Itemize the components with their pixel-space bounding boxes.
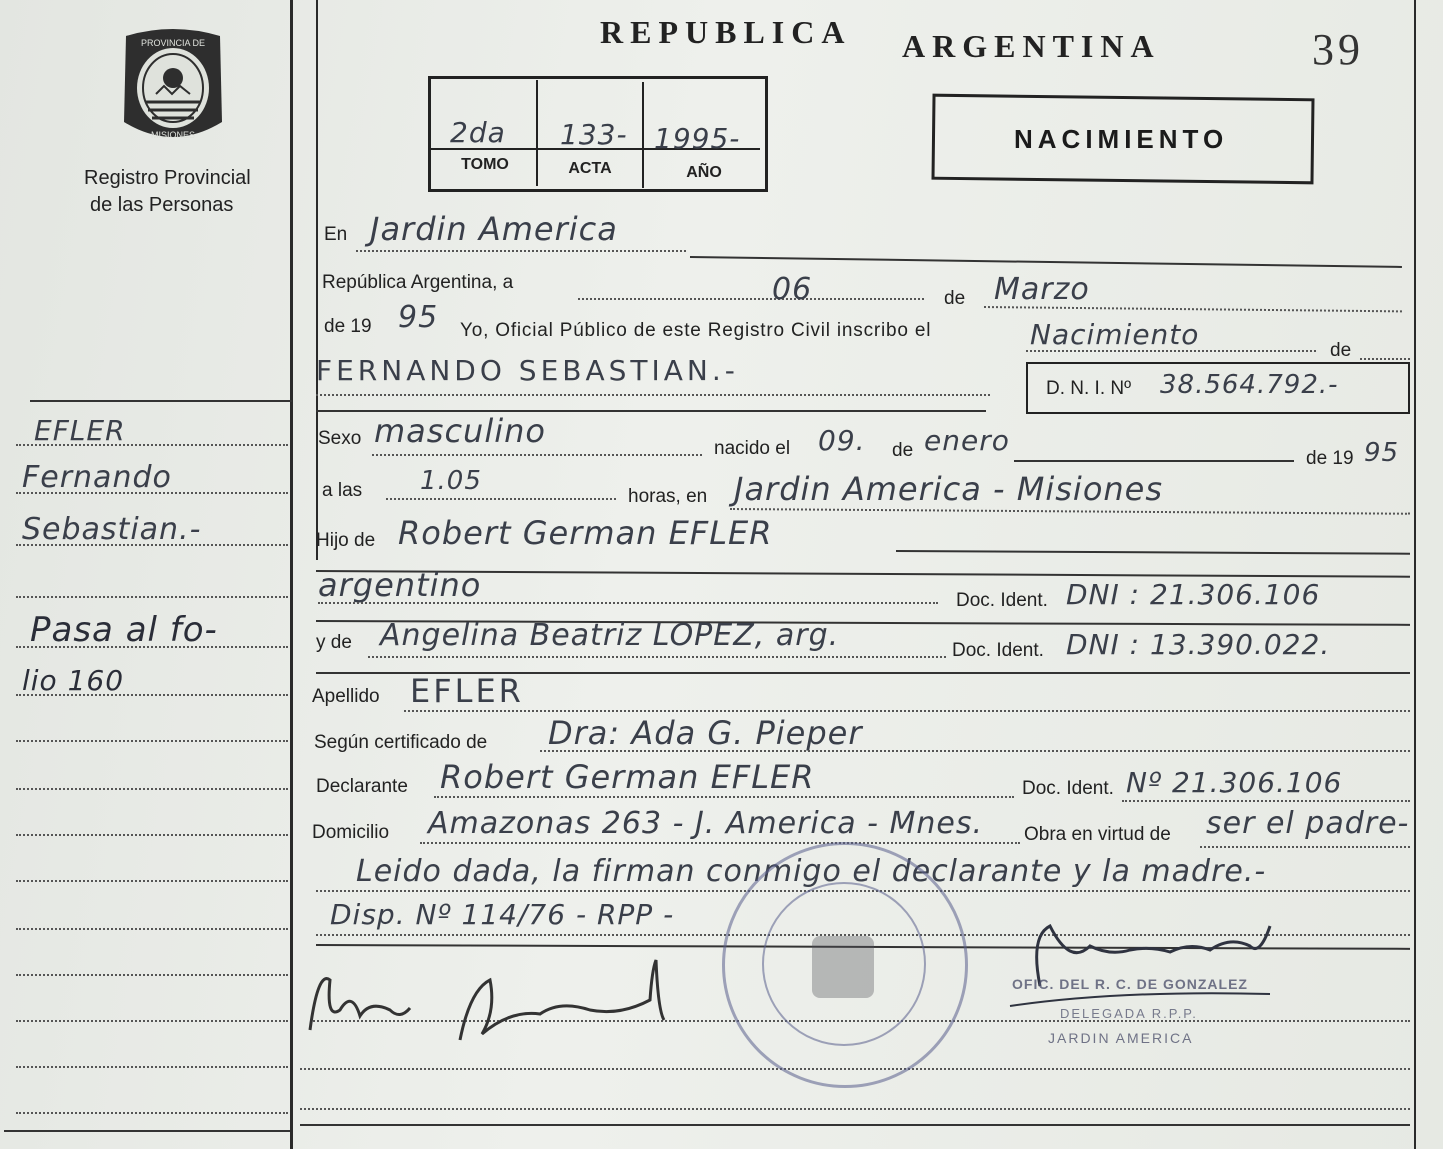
- hijo-de-label: Hijo de: [316, 530, 376, 551]
- margin-rule: [30, 400, 292, 402]
- margin-line: [16, 1020, 288, 1022]
- fecha-mes-value: Marzo: [994, 272, 1090, 307]
- form-line: [300, 1108, 1410, 1110]
- svg-text:MISIONES: MISIONES: [150, 130, 196, 140]
- title-republica: REPUBLICA: [600, 14, 852, 50]
- domicilio-label: Domicilio: [312, 822, 390, 843]
- margin-line: [16, 1112, 288, 1114]
- obra-label: Obra en virtud de: [1024, 824, 1171, 845]
- margin-line: [16, 880, 288, 882]
- official-stamp-line2: DELEGADA R.P.P.: [1060, 1006, 1198, 1021]
- lugar-inscripcion-value: Jardin America: [370, 210, 618, 248]
- record-type-label: NACIMIENTO: [1014, 124, 1229, 154]
- acta-label: ACTA: [568, 160, 612, 177]
- form-line: [540, 750, 1410, 752]
- form-line: [386, 498, 616, 500]
- form-line: [1200, 846, 1410, 848]
- lugar-nacimiento-value: Jardin America - Misiones: [734, 470, 1164, 508]
- form-line: [896, 550, 1410, 555]
- record-box-divider: [536, 80, 538, 186]
- oficial-text: Yo, Oficial Público de este Registro Civil inscribo el: [460, 320, 932, 341]
- form-line: [984, 306, 1402, 312]
- declarante-nombre-value: Robert German EFLER: [440, 758, 815, 796]
- form-line: [1014, 460, 1294, 462]
- observaciones-line2: Leido dada, la firman conmigo el declarante y la madre.-: [356, 854, 1267, 889]
- nombre-inscripto-value: FERNANDO SEBASTIAN.-: [316, 354, 739, 387]
- certificado-medico-value: Dra: Ada G. Pieper: [548, 714, 863, 752]
- margin-line: [16, 974, 288, 976]
- official-stamp-line1: OFIC. DEL R. C. DE GONZALEZ: [1012, 976, 1248, 992]
- domicilio-value: Amazonas 263 - J. America - Mnes.: [428, 806, 984, 841]
- dni-label: D. N. I. Nº: [1046, 378, 1132, 399]
- margin-note-transfer: Pasa al fo-: [30, 610, 218, 650]
- observaciones-line3: Disp. Nº 114/76 - RPP -: [330, 898, 675, 931]
- form-line: [300, 1124, 1410, 1126]
- declarante-doc-value: Nº 21.306.106: [1126, 766, 1343, 799]
- margin-note-middlename: Sebastian.-: [22, 512, 202, 547]
- fecha-dia-value: 06: [772, 272, 813, 307]
- segun-certificado-label: Según certificado de: [314, 732, 488, 753]
- form-line: [1026, 350, 1316, 352]
- apellido-label: Apellido: [312, 686, 380, 707]
- dni-value: 38.564.792.-: [1160, 370, 1339, 400]
- de-label-3: de: [892, 440, 914, 461]
- nacido-anio-value: 95: [1364, 438, 1400, 468]
- form-line: [730, 508, 1410, 515]
- svg-text:PROVINCIA DE: PROVINCIA DE: [140, 38, 206, 48]
- padre-nombre-value: Robert German EFLER: [398, 514, 773, 552]
- republica-label: República Argentina, a: [322, 272, 514, 293]
- form-line: [404, 710, 1410, 712]
- en-label: En: [324, 224, 348, 245]
- margin-line: [16, 834, 288, 836]
- official-stamp-line3: JARDIN AMERICA: [1048, 1030, 1194, 1046]
- madre-nombre-value: Angelina Beatriz LOPEZ, arg.: [380, 618, 840, 653]
- de-label-2: de: [1330, 340, 1352, 361]
- page-number: 39: [1312, 25, 1364, 74]
- declarante-label: Declarante: [316, 776, 408, 797]
- margin-line: [16, 1066, 288, 1068]
- province-seal-icon: [118, 26, 228, 148]
- form-line: [434, 796, 1014, 798]
- padre-doc-value: DNI : 21.306.106: [1066, 578, 1321, 611]
- margin-line: [16, 740, 288, 742]
- form-line: [318, 602, 938, 604]
- anio-value: 1995-: [654, 122, 741, 155]
- form-line: [578, 298, 924, 300]
- form-line: [316, 394, 990, 396]
- margin-line: [16, 596, 288, 598]
- margin-note-folio: lio 160: [22, 664, 125, 697]
- declarant-signature-icon: [300, 950, 700, 1060]
- padre-nacionalidad-value: argentino: [318, 566, 482, 604]
- stamp-emblem: [812, 936, 874, 998]
- right-border: [1414, 0, 1416, 1149]
- tomo-value: 2da: [450, 116, 506, 149]
- de19-label: de 19: [324, 316, 372, 337]
- column-divider: [290, 0, 293, 1149]
- acta-value: 133-: [560, 118, 628, 151]
- margin-rule-bottom: [4, 1130, 290, 1132]
- margin-line: [16, 928, 288, 930]
- doc-ident-label-3: Doc. Ident.: [1022, 778, 1114, 799]
- de-label-1: de: [944, 288, 966, 309]
- tipo-inscripcion-value: Nacimiento: [1030, 318, 1200, 351]
- sexo-value: masculino: [374, 412, 546, 450]
- de19-label-2: de 19: [1306, 448, 1354, 469]
- nacido-mes-value: enero: [924, 424, 1010, 457]
- anio-label: AÑO: [686, 164, 722, 181]
- nacido-dia-value: 09.: [818, 424, 866, 457]
- sexo-label: Sexo: [318, 428, 362, 449]
- alas-label: a las: [322, 480, 363, 501]
- madre-doc-value: DNI : 13.390.022.: [1066, 628, 1331, 661]
- margin-note-surname: EFLER: [34, 414, 126, 447]
- record-box-divider: [642, 82, 644, 188]
- fecha-anio-value: 95: [398, 300, 439, 335]
- hora-value: 1.05: [420, 466, 482, 496]
- form-line: [1360, 358, 1410, 360]
- nacido-label: nacido el: [714, 438, 791, 459]
- form-line: [368, 656, 946, 658]
- obra-value: ser el padre-: [1206, 806, 1410, 841]
- apellido-value: EFLER: [410, 672, 524, 710]
- tomo-label: TOMO: [461, 156, 509, 173]
- form-line: [690, 256, 1402, 268]
- form-line: [1122, 800, 1410, 802]
- doc-ident-label-2: Doc. Ident.: [952, 640, 1044, 661]
- margin-note-firstname: Fernando: [22, 460, 172, 495]
- y-de-label: y de: [316, 632, 352, 653]
- title-argentina: ARGENTINA: [902, 28, 1161, 64]
- form-line: [420, 842, 1020, 844]
- registry-name-line2: de las Personas: [90, 194, 234, 216]
- official-signature-icon: [1000, 906, 1290, 1016]
- doc-ident-label-1: Doc. Ident.: [956, 590, 1048, 611]
- form-line: [356, 250, 686, 252]
- margin-line: [16, 788, 288, 790]
- registry-name-line1: Registro Provincial: [84, 167, 251, 189]
- column-divider-2: [316, 0, 318, 560]
- form-line: [372, 454, 702, 456]
- horas-label: horas, en: [628, 486, 708, 507]
